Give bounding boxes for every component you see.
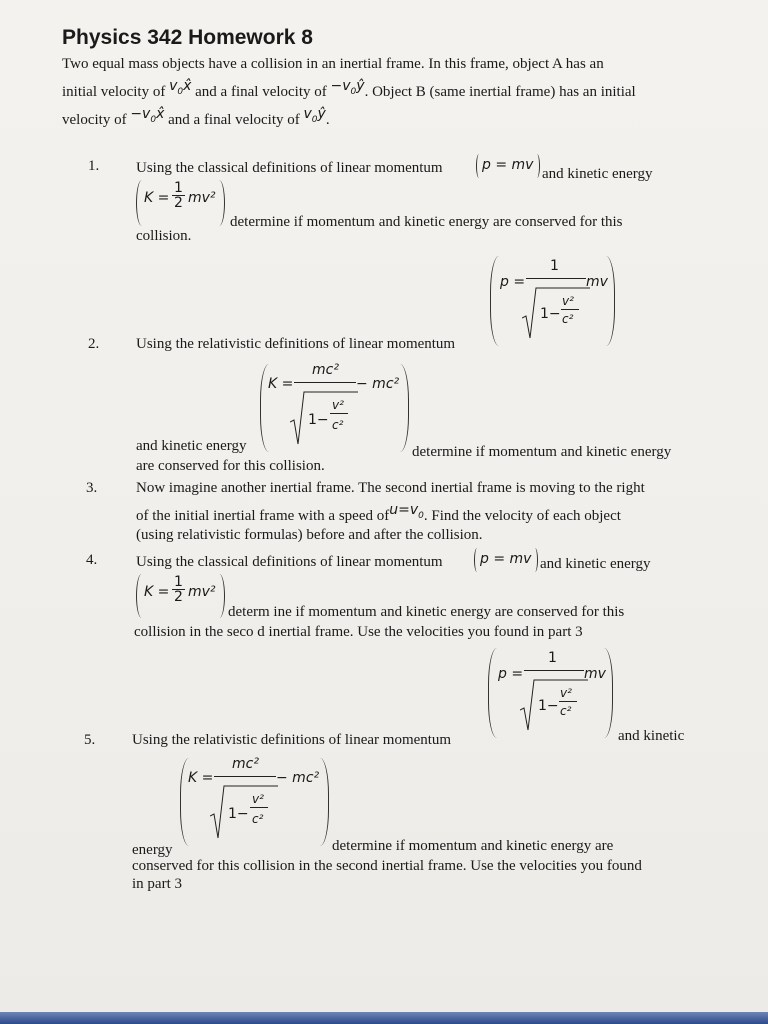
- surface-edge: [0, 1012, 768, 1024]
- q3-number: 3.: [86, 480, 98, 496]
- q1-line-2: determine if momentum and kinetic energy are conserved for this: [230, 214, 623, 230]
- q5-line-1: Using the relativistic definitions of linear momentum: [132, 732, 452, 748]
- homework-page: Physics 342 Homework 8 Two equal mass objects have a collision in an inertial frame. In this frame, object A has an initial velocity of $v_0x̂$ and a final velocity of $-v_0ŷ$. Object B (same inertial frame) has an initial velocity of $-v_0x̂$ and a final velocity of $v_0ŷ$. 1. Using the classical definitions of linear momentum p = mv and kinetic energy K = $\frac{1}{2}$ mv² determine if momentum and kinetic energy are conserved for this collision. p = 1 1− v² c² mv 2. Using the relativistic definitions of linear momentum K = mc² 1− v² c² − mc² and kinetic energy determine if momentum and kinetic energy are conserved for this collision. 3. Now imagine another inertial frame. The second inertial frame is moving to the right of the initial inertial frame with a speed $ofu=v_0$. Find the velocity of each object (using relativistic formulas) before and after the collision. 4. Using the classical definitions of linear momentum p = mv and kinetic energy K = $\frac{1}{2}$ mv² determ ine if momentum and kinetic energy are conserved for this collision in the seco d inertial frame. Use the velocities you found in part 3 p = 1 1− v² c² mv 5. Using the relativistic definitions of linear momentum and kinetic K = mc² 1− v² c² − mc² energy determine if momentum and kinetic energy are conserved for this collision in the second inertial frame. Use the velocities you found in part 3: [0, 0, 768, 1014]
- q1-number: 1.: [88, 158, 100, 174]
- q2-line-2-end: determine if momentum and kinetic energy: [412, 444, 672, 460]
- q5-line-3: conserved for this collision in the second inertial frame. Use the velocities you found: [132, 858, 642, 874]
- q3-line-2: of the initial inertial frame with a speed $ofu=v_0$. Find the velocity of each object: [136, 502, 621, 524]
- q1-kinetic-formula: K = $\frac{1}{2}$ mv²: [136, 178, 228, 230]
- q2-line-1: Using the relativistic definitions of linear momentum: [136, 336, 456, 352]
- q4-kinetic-formula: K = $\frac{1}{2}$ mv²: [136, 572, 228, 622]
- q2-line-3: are conserved for this collision.: [136, 458, 325, 474]
- q5-line-2: energy: [132, 842, 173, 858]
- page-title: Physics 342 Homework 8: [62, 26, 313, 49]
- q4-line-2: determ ine if momentum and kinetic energy are conserved for this: [228, 604, 625, 620]
- q3-line-3: (using relativistic formulas) before and after the collision.: [136, 527, 483, 543]
- q5-number: 5.: [84, 732, 96, 748]
- q4-line-1-end: and kinetic energy: [540, 556, 651, 572]
- q5-line-2-end: determine if momentum and kinetic energy are: [332, 838, 614, 854]
- intro-line-3: velocity of $-v_0x̂$ and a final velocity of $v_0ŷ$.: [62, 106, 330, 128]
- relativistic-kinetic-formula-q5: K = mc² 1− v² c² − mc²: [180, 756, 330, 848]
- q5-line-4: in part 3: [132, 876, 182, 892]
- relativistic-momentum-formula: p = 1 1− v² c² mv: [490, 256, 614, 348]
- q4-number: 4.: [86, 552, 98, 568]
- q2-line-2: and kinetic energy: [136, 438, 247, 454]
- relativistic-momentum-formula-q5: p = 1 1− v² c² mv: [488, 648, 612, 740]
- q1-line-1-end: and kinetic energy: [542, 166, 653, 182]
- q3-line-1: Now imagine another inertial frame. The second inertial frame is moving to the right: [136, 480, 645, 496]
- relativistic-kinetic-formula-q2: K = mc² 1− v² c² − mc²: [260, 362, 410, 454]
- q2-number: 2.: [88, 336, 100, 352]
- intro-line-1: Two equal mass objects have a collision in an inertial frame. In this frame, object A has an: [62, 56, 604, 72]
- intro-line-2: initial velocity of $v_0x̂$ and a final velocity of $-v_0ŷ$. Object B (same inertial frame) has an initial: [62, 78, 636, 100]
- q1-line-3: collision.: [136, 228, 192, 244]
- q4-line-3: collision in the seco d inertial frame. Use the velocities you found in part 3: [134, 624, 583, 640]
- q4-line-1: Using the classical definitions of linear momentum: [136, 554, 443, 570]
- q1-line-1: Using the classical definitions of linear momentum: [136, 160, 443, 176]
- q5-line-1-end: and kinetic: [618, 728, 685, 744]
